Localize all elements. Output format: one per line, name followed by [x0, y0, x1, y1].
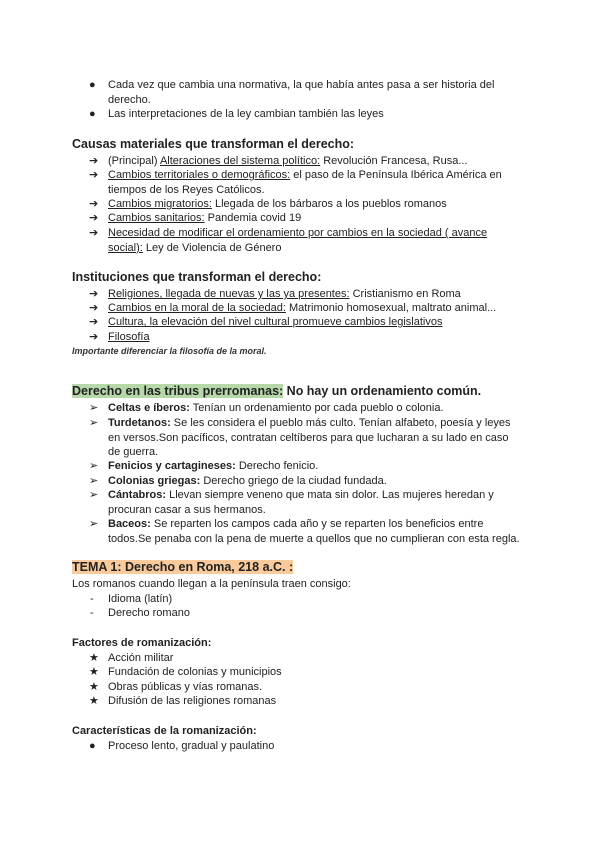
intro-item-2: Las interpretaciones de la ley cambian también las leyes: [108, 108, 384, 120]
arrow-icon: ➔: [89, 288, 99, 300]
tribus-heading: Derecho en las tribus prerromanas: No hay un ordenamiento común.: [72, 384, 482, 398]
causas-item-1: (Principal) Alteraciones del sistema político: Revolución Francesa, Rusa...: [108, 155, 468, 167]
tema1-intro: Los romanos cuando llegan a la península traen consigo:: [72, 578, 351, 590]
tribus-item-2: Turdetanos: Se les considera el pueblo más culto. Tenían alfabeto, poesía y leyes en versos.Son pacíficos, contratan celtíberos para que lucharan a su lado en caso de guerra.: [108, 417, 511, 458]
arrow-icon: ➢: [89, 417, 99, 429]
arrow-icon: ➢: [89, 489, 99, 501]
tribus-item-4: Colonias griegas: Derecho griego de la ciudad fundada.: [108, 475, 387, 487]
arrow-icon: ➢: [89, 475, 99, 487]
causas-item-4: Cambios sanitarios: Pandemia covid 19: [108, 212, 302, 224]
star-icon: ★: [89, 652, 99, 664]
factores-item-4: Difusión de las religiones romanas: [108, 695, 277, 707]
instituciones-item-2: Cambios en la moral de la sociedad: Matrimonio homosexual, maltrato animal...: [108, 302, 497, 314]
arrow-icon: ➢: [89, 402, 99, 414]
tribus-item-5: Cántabros: Llevan siempre veneno que mata sin dolor. Las mujeres heredan y procuran casar a sus hermanos.: [108, 489, 494, 516]
filosofia-note: Importante diferenciar la filosofía de la moral.: [72, 346, 267, 356]
arrow-icon: ➔: [89, 227, 99, 239]
arrow-icon: ➔: [89, 198, 99, 210]
bullet-icon: ●: [89, 740, 96, 752]
causas-item-3: Cambios migratorios: Llegada de los bárbaros a los pueblos romanos: [108, 198, 447, 210]
tribus-item-6: Baceos: Se reparten los campos cada año y se reparten los beneficios entre todos.Se penaba con la pena de muerte a quellos que no cumplieran con esta regla.: [108, 518, 520, 545]
star-icon: ★: [89, 666, 99, 678]
arrow-icon: ➔: [89, 331, 99, 343]
arrow-icon: ➔: [89, 316, 99, 328]
arrow-icon: ➔: [89, 302, 99, 314]
arrow-icon: ➔: [89, 212, 99, 224]
bullet-icon: ●: [89, 79, 96, 91]
star-icon: ★: [89, 681, 99, 693]
tribus-item-3: Fenicios y cartagineses: Derecho fenicio.: [108, 460, 319, 472]
instituciones-heading: Instituciones que transforman el derecho:: [72, 270, 322, 284]
instituciones-item-4: Filosofía: [108, 331, 150, 343]
instituciones-item-1: Religiones, llegada de nuevas y las ya presentes: Cristianismo en Roma: [108, 288, 461, 300]
causas-item-5: Necesidad de modificar el ordenamiento por cambios en la sociedad ( avance social): Ley de Violencia de Género: [108, 227, 488, 254]
causas-heading: Causas materiales que transforman el derecho:: [72, 137, 355, 151]
tribus-item-1: Celtas e íberos: Tenían un ordenamiento por cada pueblo o colonia.: [108, 402, 444, 414]
arrow-icon: ➢: [89, 460, 99, 472]
tema1-item-2: Derecho romano: [108, 607, 190, 619]
factores-item-2: Fundación de colonias y municipios: [108, 666, 282, 678]
tema1-heading: TEMA 1: Derecho en Roma, 218 a.C. :: [72, 560, 294, 574]
tema1-item-1: Idioma (latín): [108, 593, 173, 605]
factores-heading: Factores de romanización:: [72, 637, 212, 649]
instituciones-item-3: Cultura, la elevación del nivel cultural promueve cambios legislativos: [108, 316, 443, 328]
dash-icon: -: [90, 593, 94, 605]
bullet-icon: ●: [89, 108, 96, 120]
intro-item-1: Cada vez que cambia una normativa, la que había antes pasa a ser historia del derecho.: [108, 79, 495, 106]
factores-item-1: Acción militar: [108, 652, 174, 664]
star-icon: ★: [89, 695, 99, 707]
arrow-icon: ➔: [89, 169, 99, 181]
caracteristicas-item-1: Proceso lento, gradual y paulatino: [108, 740, 275, 752]
factores-item-3: Obras públicas y vías romanas.: [108, 681, 263, 693]
arrow-icon: ➔: [89, 155, 99, 167]
causas-item-2: Cambios territoriales o demográficos: el paso de la Península Ibérica América en tiempos de los Reyes Católicos.: [108, 169, 502, 196]
dash-icon: -: [90, 607, 94, 619]
caracteristicas-heading: Características de la romanización:: [72, 725, 257, 737]
arrow-icon: ➢: [89, 518, 99, 530]
